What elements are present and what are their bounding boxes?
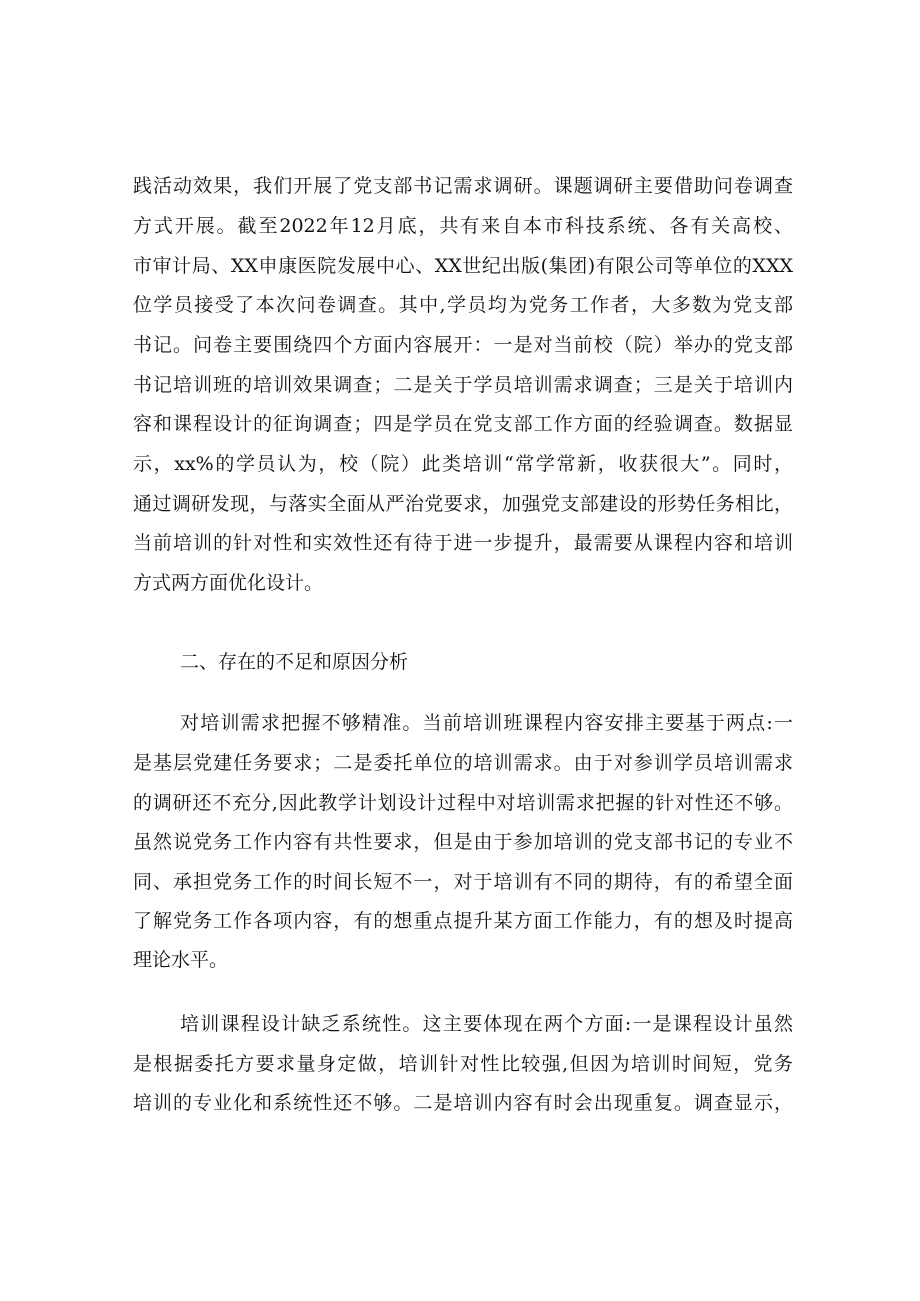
paragraph-2-line: 同、承担党务工作的时间长短不一，对于培训有不同的期待，有的希望全面 [133, 871, 793, 893]
paragraph-1-line: 书记培训班的培训效果调查；二是关于学员培训需求调查；三是关于培训内 [133, 374, 793, 396]
paragraph-1-line: 践活动效果，我们开展了党支部书记需求调研。课题调研主要借助问卷调查 [133, 175, 793, 197]
paragraph-2-line: 是基层党建任务要求；二是委托单位的培训需求。由于对参训学员培训需求 [133, 752, 793, 774]
paragraph-1-line: 容和课程设计的征询调查；四是学员在党支部工作方面的经验调查。数据显 [133, 413, 793, 435]
section-heading: 二、存在的不足和原因分析 [180, 651, 409, 673]
paragraph-1-line: 通过调研发现，与落实全面从严治党要求，加强党支部建设的形势任务相比， [133, 493, 793, 515]
paragraph-1-line: 书记。问卷主要围绕四个方面内容展开：一是对当前校（院）举办的党支部 [133, 334, 793, 356]
paragraph-1-line: 方式开展。截至2022年12月底，共有来自本市科技系统、各有关高校、 [133, 215, 793, 237]
paragraph-3-line: 培训课程设计缺乏系统性。这主要体现在两个方面:一是课程设计虽然 [180, 1013, 793, 1035]
paragraph-2-line: 了解党务工作各项内容，有的想重点提升某方面工作能力，有的想及时提高 [133, 910, 793, 932]
paragraph-2-line: 对培训需求把握不够精准。当前培训班课程内容安排主要基于两点:一 [180, 712, 793, 734]
paragraph-1-line: 当前培训的针对性和实效性还有待于进一步提升，最需要从课程内容和培训 [133, 532, 793, 554]
paragraph-3-line: 是根据委托方要求量身定做，培训针对性比较强,但因为培训时间短，党务 [133, 1053, 793, 1075]
paragraph-1-line: 市审计局、XX申康医院发展中心、XX世纪出版(集团)有限公司等单位的XXX [133, 255, 793, 277]
paragraph-1-line: 位学员接受了本次问卷调查。其中,学员均为党务工作者，大多数为党支部 [133, 294, 793, 316]
paragraph-1-line: 示，xx%的学员认为，校（院）此类培训“常学常新，收获很大”。同时， [133, 453, 793, 475]
paragraph-3-line: 培训的专业化和系统性还不够。二是培训内容有时会出现重复。调查显示， [133, 1092, 793, 1114]
paragraph-2-line: 虽然说党务工作内容有共性要求，但是由于参加培训的党支部书记的专业不 [133, 831, 793, 853]
paragraph-1-line: 方式两方面优化设计。 [133, 572, 324, 594]
paragraph-2-line: 理论水平。 [133, 949, 229, 971]
paragraph-2-line: 的调研还不充分,因此教学计划设计过程中对培训需求把握的针对性还不够。 [133, 792, 793, 814]
